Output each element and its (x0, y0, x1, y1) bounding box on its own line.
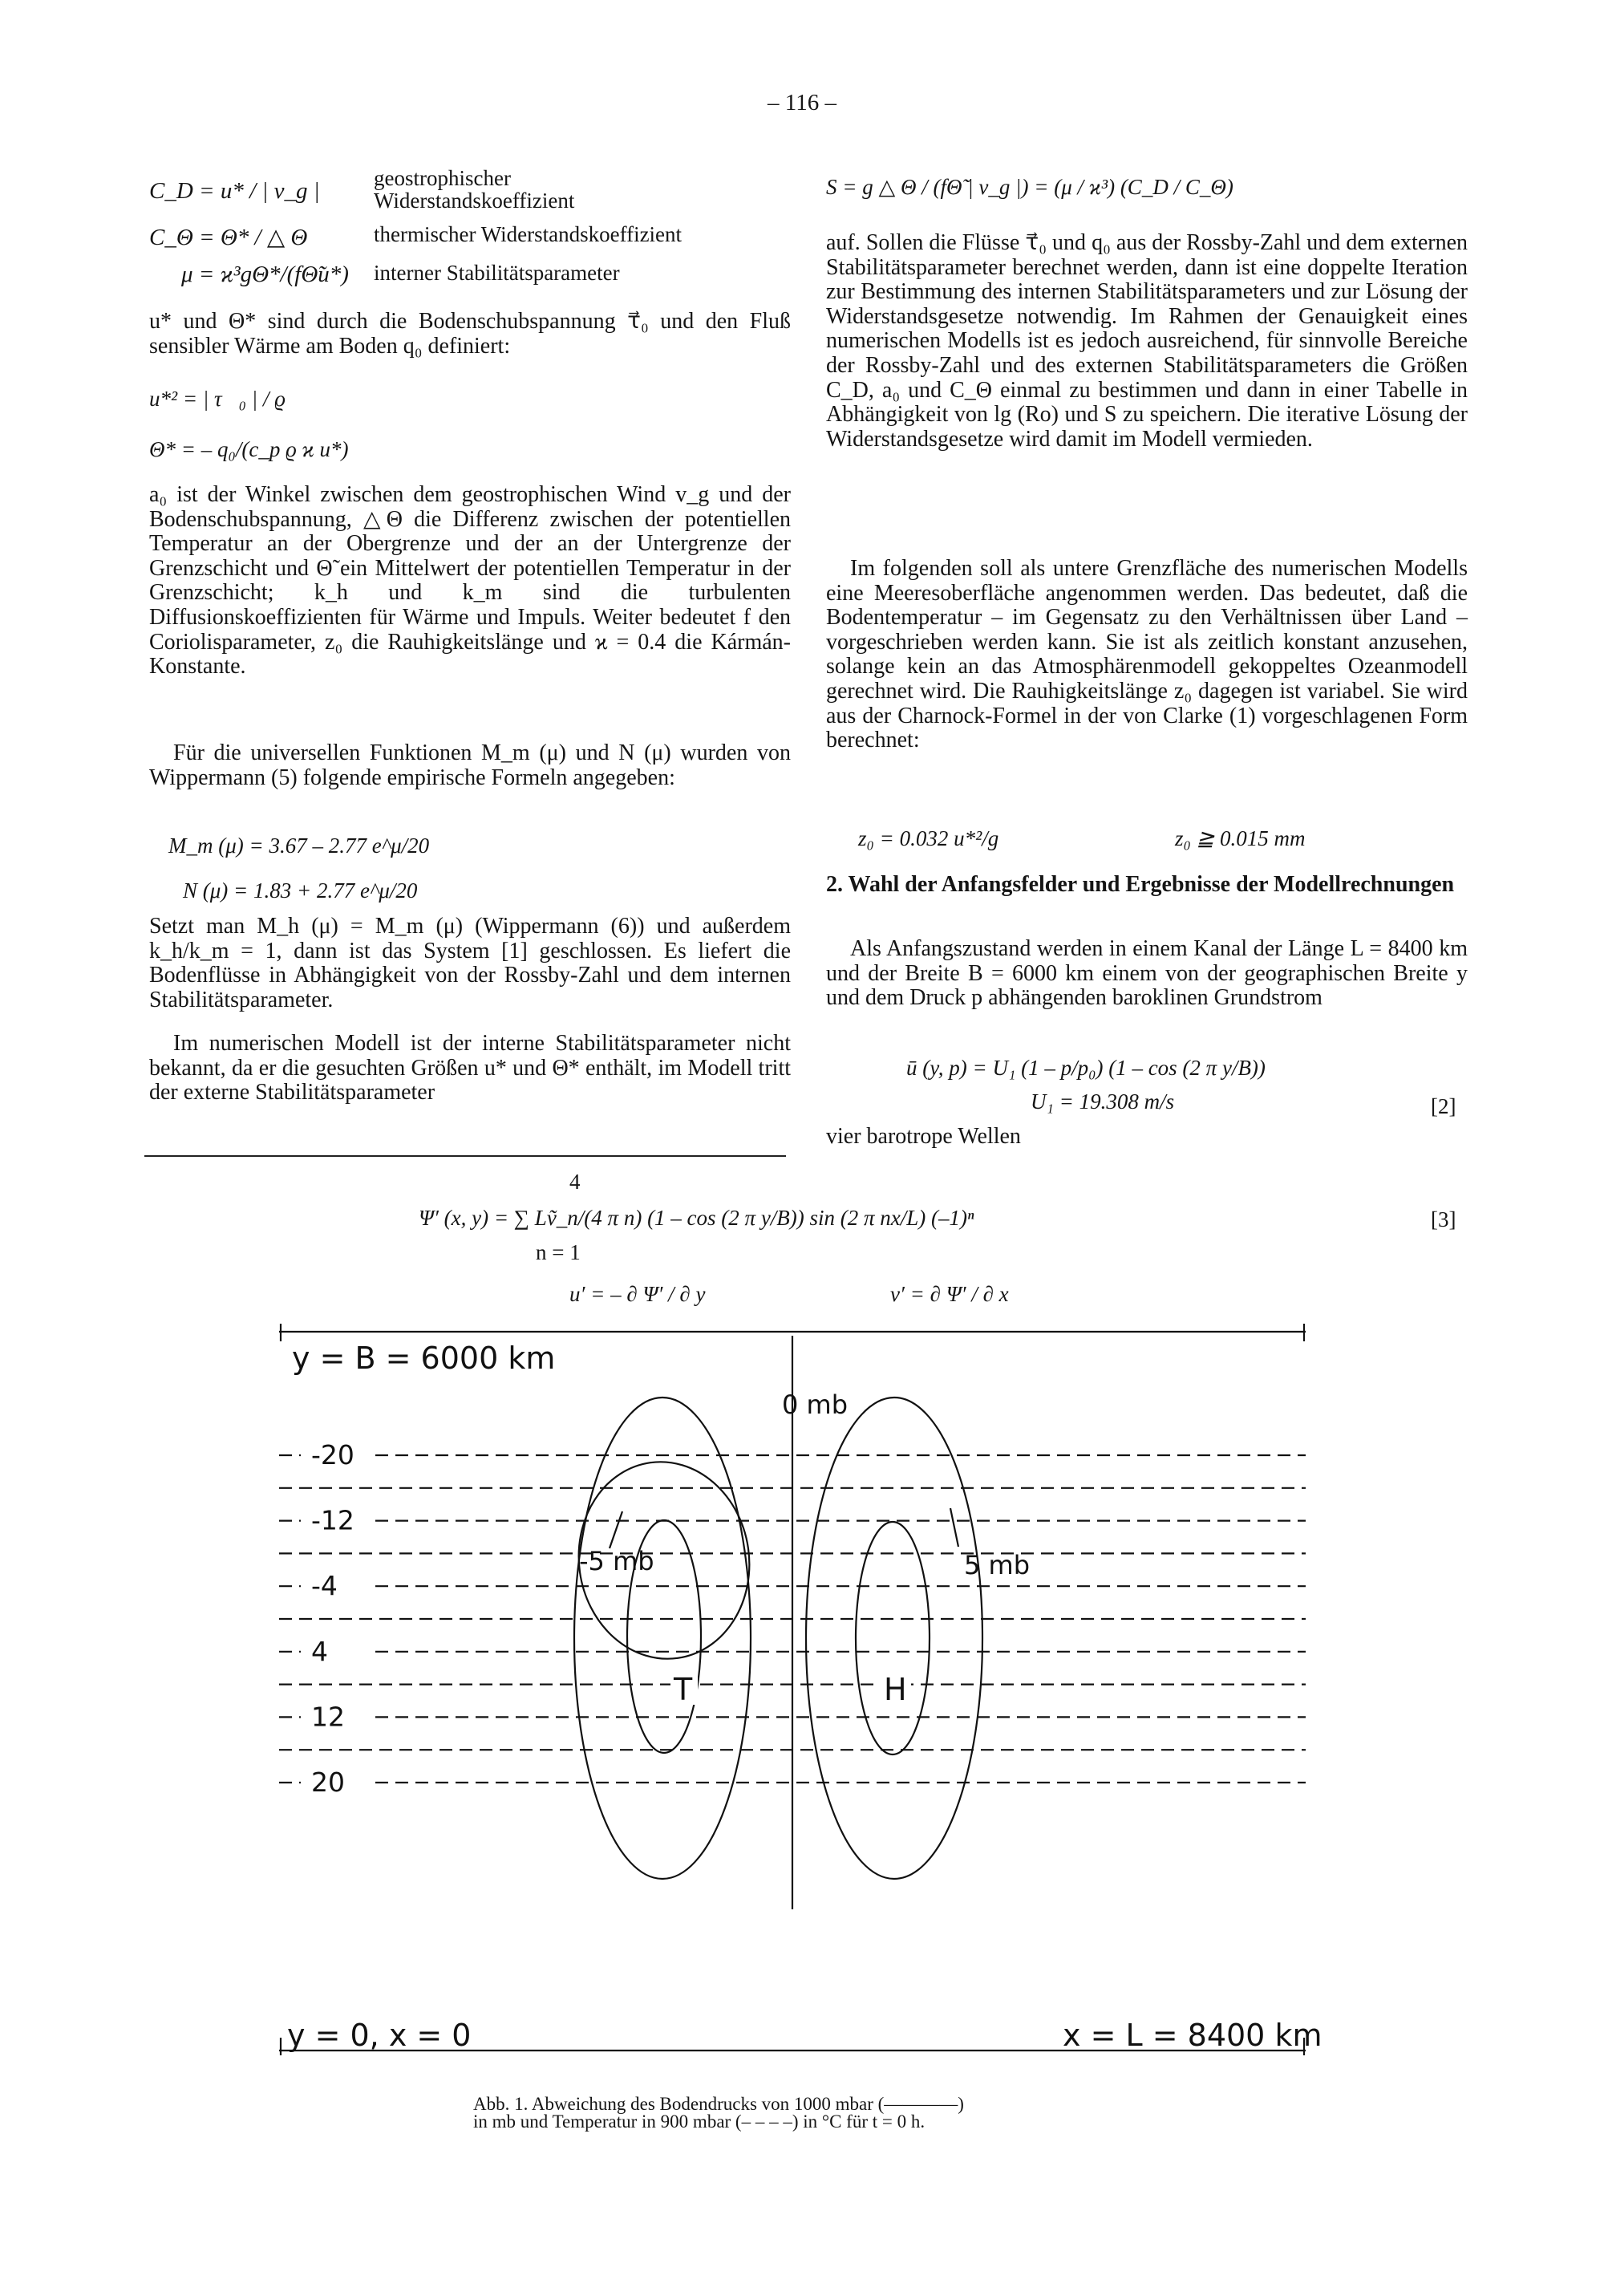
equation-number-2: [2] (1431, 1094, 1456, 1118)
left-paragraph-2: a₀ ist der Winkel zwischen dem geostrophischen Wind v_g und der Bodenschubspannung, △Θ die Differenz zwischen der potentiellen Temperatur an der Obergrenze und der an der Untergrenze der Grenzschicht und Θ̃ ein Mittelwert der potentiellen Temperatur in der Grenzschicht; k_h und k_m sind die turbulenten Diffusionskoeffizienten für Wärme und Impuls. Weiter bedeutet f den Coriolisparameter, z₀ die Rauhigkeitslänge und ϰ = 0.4 die Kármán-Konstante. (149, 482, 791, 679)
leader-pos-label (950, 1508, 958, 1547)
equation-u-star: u*² = | τ⃗₀ | / ϱ (149, 387, 286, 411)
isotherm-label: -4 (311, 1570, 338, 1602)
equation-s: S = g △ Θ / (fΘ̃ | v_g |) = (μ / ϰ³) (C_D / C_Θ) (826, 175, 1233, 199)
caption-line-2: in mb und Temperatur in 900 mbar (– – – –) in °C für t = 0 h. (473, 2111, 926, 2132)
equation-u-prime: u′ = – ∂ Ψ′ / ∂ y (569, 1282, 706, 1306)
equation-ubar: ū (y, p) = U₁ (1 – p/p₀) (1 – cos (2 π y/B)) (906, 1056, 1266, 1080)
equation-mm: M_m (μ) = 3.67 – 2.77 e^μ/20 (168, 834, 430, 858)
left-paragraph-5: Im numerischen Modell ist der interne Stabilitätsparameter nicht bekannt, da er die gesuchten Größen u* und Θ* enthält, im Modell tritt der externe Stabilitätsparameter (149, 1031, 791, 1105)
left-paragraph-1: u* und Θ* sind durch die Bodenschubspannung τ⃗₀ und den Fluß sensibler Wärme am Boden q₀ definiert: (149, 309, 791, 359)
equation-v-prime: v′ = ∂ Ψ′ / ∂ x (890, 1282, 1009, 1306)
leader-neg-label (610, 1511, 622, 1548)
isotherm-label: 20 (311, 1767, 345, 1798)
low-center-label: T (674, 1672, 693, 1707)
left-paragraph-3: Für die universellen Funktionen M_m (μ) und N (μ) wurden von Wippermann (5) folgende empirische Formeln angegeben: (149, 740, 791, 790)
caption-line-1: Abb. 1. Abweichung des Bodendrucks von 1000 mbar (————) (473, 2094, 964, 2114)
isotherm-label: -20 (311, 1439, 354, 1470)
bottom-right-label: x = L = 8400 km (1063, 2018, 1322, 2053)
left-paragraph-4: Setzt man M_h (μ) = M_m (μ) (Wippermann (6)) und außerdem k_h/k_m = 1, dann ist das System [1] geschlossen. Es liefert die Bodenflüsse in Abhängigkeit von der Rossby-Zahl und dem internen Stabilitätsparameter. (149, 914, 791, 1012)
isobar-low-outer (574, 1397, 751, 1879)
equation-z0: z₀ = 0.032 u*²/g (858, 826, 999, 850)
pos-five-mb-label: 5 mb (964, 1550, 1031, 1580)
definition-text: interner Stabilitätsparameter (374, 261, 620, 285)
right-paragraph-4: vier barotrope Wellen (826, 1124, 1021, 1149)
equation-psi: Ψ′ (x, y) = ∑ Lṽ_n/(4 π n) (1 – cos (2 π y/B)) sin (2 π nx/L) (–1)ⁿ (419, 1206, 974, 1230)
isotherm-label: 12 (311, 1701, 345, 1733)
right-paragraph-3: Als Anfangszustand werden in einem Kanal der Länge L = 8400 km und der Breite B = 6000 km einem von der geographischen Breite y und dem Druck p abhängenden baroklinen Grundstrom (826, 936, 1468, 1011)
definition-text: geostrophischer Widerstandskoeffizient (374, 166, 575, 213)
right-paragraph-1: auf. Sollen die Flüsse τ⃗₀ und q₀ aus der Rossby-Zahl und dem externen Stabilitätsparameter berechnet werden, dann ist eine doppelte Iteration zur Bestimmung des internen Stabilitätsparameters und zur Lösung der Widerstandsgesetze notwendig. Im Rahmen der Genauigkeit eines numerischen Modells ist es jedoch ausreichend, für sinnvolle Bereiche der Rossby-Zahl und des externen Stabilitätsparameters die Größen C_D, a₀ und C_Θ einmal zu bestimmen und dann in einer Tabelle in Abhängigkeit von lg (Ro) und S zu speichern. Die iterative Lösung der Widerstandsgesetze wird damit im Modell vermieden. (826, 230, 1468, 452)
sum-lower-limit: n = 1 (536, 1240, 581, 1264)
equation-n: N (μ) = 1.83 + 2.77 e^μ/20 (183, 878, 418, 903)
definition-symbol: μ = ϰ³gΘ*/(fΘ̃u*) (181, 262, 349, 287)
sum-upper-limit: 4 (569, 1170, 581, 1194)
right-paragraph-2: Im folgenden soll als untere Grenzfläche des numerischen Modells eine Meeresoberfläche angenommen werden. Das bedeutet, daß die Bodentemperatur – im Gegensatz zu den Verhältnissen über Land – vorgeschrieben werden kann. Sie ist als zeitlich konstant anzusehen, solange kein an das Atmosphärenmodell gekoppeltes Ozeanmodell gerechnet wird. Die Rauhigkeitslänge z₀ dagegen ist variabel. Sie wird aus der Charnock-Formel in der von Clarke (1) vorgeschlagenen Form berechnet: (826, 556, 1468, 753)
definition-symbol: C_D = u* / | v_g | (149, 178, 320, 204)
isotherm-label: -12 (311, 1504, 354, 1536)
figure-caption (473, 2095, 1195, 2131)
high-center-label: H (884, 1672, 907, 1707)
section-title: 2. Wahl der Anfangsfelder und Ergebnisse der Modellrechnungen (826, 872, 1455, 897)
definition-symbol: C_Θ = Θ* / △ Θ (149, 225, 308, 250)
isobar-high-outer (806, 1397, 982, 1879)
zero-mb-label: 0 mb (782, 1389, 849, 1420)
equation-number-3: [3] (1431, 1207, 1456, 1231)
equation-z0-min: z₀ ≧ 0.015 mm (1175, 826, 1306, 850)
isotherm-label: 4 (311, 1635, 328, 1667)
isobar-high-core (856, 1522, 930, 1754)
page-number: – 116 – (768, 90, 836, 116)
definition-text: thermischer Widerstandskoeffizient (374, 222, 683, 246)
top-boundary-label: y = B = 6000 km (292, 1341, 556, 1376)
bottom-left-label: y = 0, x = 0 (287, 2018, 472, 2053)
equation-theta-star: Θ* = – q₀/(c_p ϱ ϰ u*) (149, 437, 349, 461)
neg-five-mb-label: -5 mb (579, 1546, 654, 1576)
equation-u1: U₁ = 19.308 m/s (1031, 1089, 1175, 1114)
